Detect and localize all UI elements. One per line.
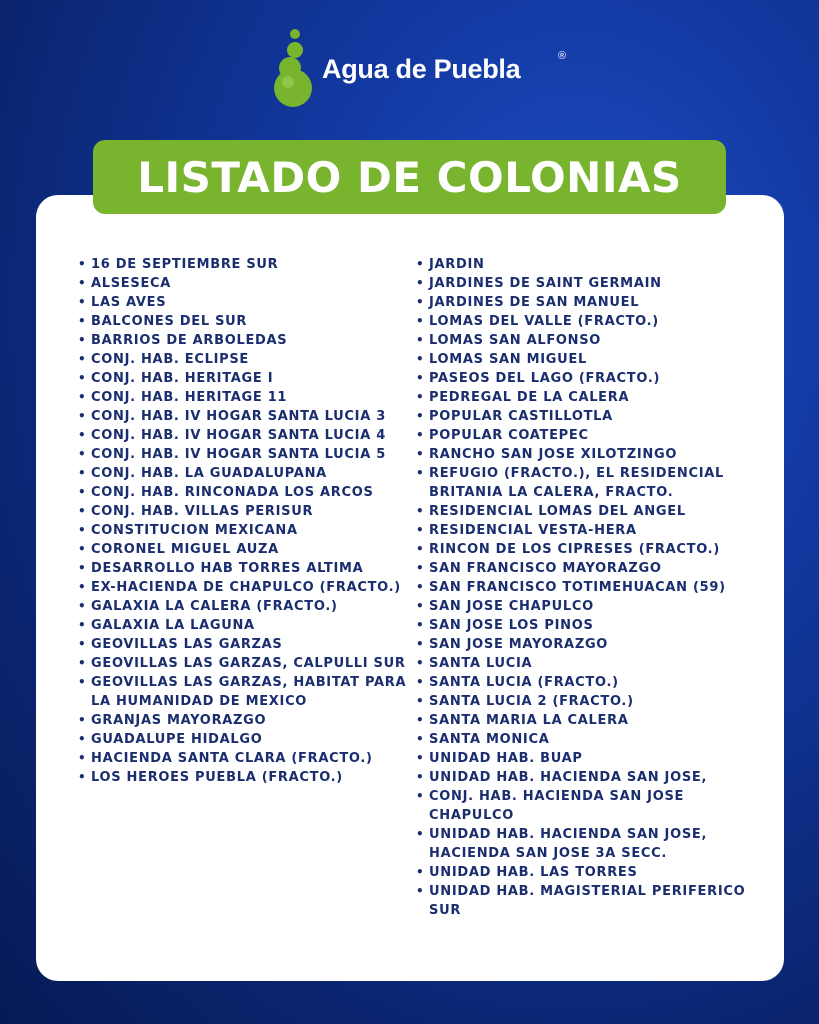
colonia-item: • CONJ. HAB. IV HOGAR SANTA LUCIA 5 — [78, 445, 408, 464]
colonia-item: • RESIDENCIAL LOMAS DEL ANGEL — [416, 502, 746, 521]
page-title: LISTADO DE COLONIAS — [137, 152, 682, 202]
colonia-item: • SANTA MONICA — [416, 730, 746, 749]
colonia-item: • UNIDAD HAB. LAS TORRES — [416, 863, 746, 882]
colonia-item: • CORONEL MIGUEL AUZA — [78, 540, 408, 559]
brand-name: Agua de Puebla — [322, 54, 521, 84]
colonia-item: • SANTA LUCIA (FRACTO.) — [416, 673, 746, 692]
colonia-item: • PASEOS DEL LAGO (FRACTO.) — [416, 369, 746, 388]
colonia-item: • BARRIOS DE ARBOLEDAS — [78, 331, 408, 350]
colonia-item: • BALCONES DEL SUR — [78, 312, 408, 331]
colonia-item: • CONJ. HAB. VILLAS PERISUR — [78, 502, 408, 521]
colonia-item: • UNIDAD HAB. HACIENDA SAN JOSE, HACIENDA SAN JOSE 3A SECC. — [416, 825, 746, 863]
colonia-item: • LOS HEROES PUEBLA (FRACTO.) — [78, 768, 408, 787]
colonia-item: • JARDIN — [416, 255, 746, 274]
colonia-item: • LOMAS DEL VALLE (FRACTO.) — [416, 312, 746, 331]
colonia-item: • PEDREGAL DE LA CALERA — [416, 388, 746, 407]
colonia-item: • 16 DE SEPTIEMBRE SUR — [78, 255, 408, 274]
colonia-item: • SANTA LUCIA 2 (FRACTO.) — [416, 692, 746, 711]
colonia-item: • DESARROLLO HAB TORRES ALTIMA — [78, 559, 408, 578]
colonia-item: • SAN JOSE LOS PINOS — [416, 616, 746, 635]
registered-mark: ® — [558, 50, 567, 62]
colonia-item: • EX-HACIENDA DE CHAPULCO (FRACTO.) — [78, 578, 408, 597]
colonia-item: • SAN FRANCISCO TOTIMEHUACAN (59) — [416, 578, 746, 597]
colonia-item: • SANTA MARIA LA CALERA — [416, 711, 746, 730]
colonia-item: • CONJ. HAB. RINCONADA LOS ARCOS — [78, 483, 408, 502]
colonia-item: • LOMAS SAN ALFONSO — [416, 331, 746, 350]
brand-logo — [270, 28, 570, 108]
colonia-item: • ALSESECA — [78, 274, 408, 293]
colonia-item: • UNIDAD HAB. BUAP — [416, 749, 746, 768]
colonia-item: • REFUGIO (FRACTO.), EL RESIDENCIAL BRITANIA LA CALERA, FRACTO. — [416, 464, 746, 502]
colonia-item: • GUADALUPE HIDALGO — [78, 730, 408, 749]
colonias-list-right — [416, 255, 746, 920]
colonia-item: • CONSTITUCION MEXICANA — [78, 521, 408, 540]
colonia-item: • SAN JOSE CHAPULCO — [416, 597, 746, 616]
colonia-item: • GEOVILLAS LAS GARZAS — [78, 635, 408, 654]
colonia-item: • HACIENDA SANTA CLARA (FRACTO.) — [78, 749, 408, 768]
colonia-item: • GALAXIA LA CALERA (FRACTO.) — [78, 597, 408, 616]
colonia-item: • POPULAR CASTILLOTLA — [416, 407, 746, 426]
colonia-item: • GRANJAS MAYORAZGO — [78, 711, 408, 730]
colonia-item: • RANCHO SAN JOSE XILOTZINGO — [416, 445, 746, 464]
colonia-item: • RINCON DE LOS CIPRESES (FRACTO.) — [416, 540, 746, 559]
title-banner — [93, 140, 726, 214]
colonia-item: • UNIDAD HAB. HACIENDA SAN JOSE, — [416, 768, 746, 787]
colonia-item: • GEOVILLAS LAS GARZAS, HABITAT PARA LA HUMANIDAD DE MEXICO — [78, 673, 408, 711]
colonias-list-left — [78, 255, 408, 787]
colonia-item: • CONJ. HAB. IV HOGAR SANTA LUCIA 3 — [78, 407, 408, 426]
colonia-item: • LAS AVES — [78, 293, 408, 312]
colonia-item: • CONJ. HAB. LA GUADALUPANA — [78, 464, 408, 483]
colonia-item: • JARDINES DE SAINT GERMAIN — [416, 274, 746, 293]
colonia-item: • SAN JOSE MAYORAZGO — [416, 635, 746, 654]
colonia-item: • CONJ. HAB. HERITAGE I — [78, 369, 408, 388]
colonia-item: • GEOVILLAS LAS GARZAS, CALPULLI SUR — [78, 654, 408, 673]
water-drops-logo-icon — [270, 28, 322, 108]
colonia-item: • UNIDAD HAB. MAGISTERIAL PERIFERICO SUR — [416, 882, 746, 920]
colonia-item: • RESIDENCIAL VESTA-HERA — [416, 521, 746, 540]
colonia-item: • POPULAR COATEPEC — [416, 426, 746, 445]
colonia-item: • CONJ. HAB. ECLIPSE — [78, 350, 408, 369]
colonia-item: • JARDINES DE SAN MANUEL — [416, 293, 746, 312]
colonia-item: • GALAXIA LA LAGUNA — [78, 616, 408, 635]
colonia-item: • CONJ. HAB. HERITAGE 11 — [78, 388, 408, 407]
colonia-item: • SAN FRANCISCO MAYORAZGO — [416, 559, 746, 578]
colonia-item: • CONJ. HAB. HACIENDA SAN JOSE CHAPULCO — [416, 787, 746, 825]
colonia-item: • LOMAS SAN MIGUEL — [416, 350, 746, 369]
colonia-item: • SANTA LUCIA — [416, 654, 746, 673]
colonia-item: • CONJ. HAB. IV HOGAR SANTA LUCIA 4 — [78, 426, 408, 445]
